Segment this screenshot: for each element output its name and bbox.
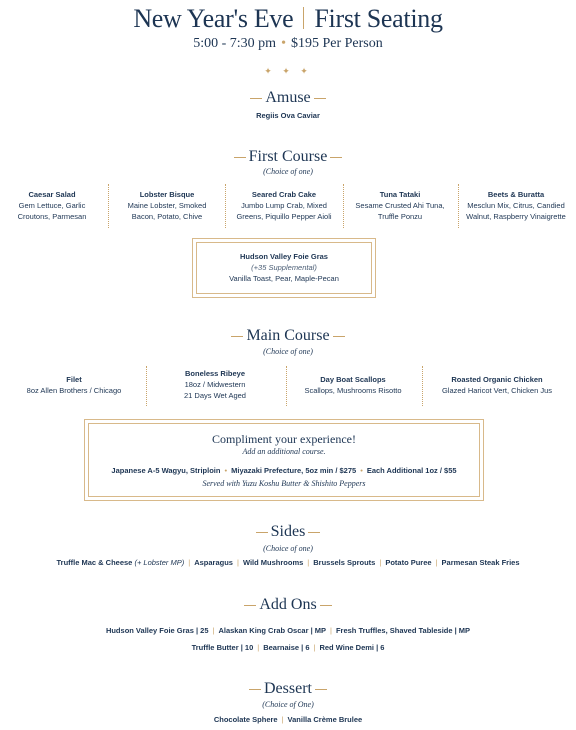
dish-desc: 8oz Allen Brothers / Chicago (26, 386, 122, 395)
wagyu-name: Japanese A-5 Wagyu, Striploin (111, 466, 221, 475)
dessert-item: Vanilla Crème Brulee (287, 715, 363, 724)
section-add-ons-title: Add Ons (0, 596, 576, 614)
side-item: Potato Puree (385, 558, 432, 567)
gold-rule (256, 532, 268, 533)
wagyu-upgrade-box (84, 419, 484, 501)
pipe-separator: | (257, 643, 260, 652)
title-seating: First Seating (314, 4, 443, 33)
pipe-separator: | (281, 715, 284, 724)
dish-name: Caesar Salad (28, 190, 76, 199)
dish-desc: Croutons, Parmesan (17, 212, 87, 221)
title-divider (303, 7, 304, 29)
upgrade-note: Served with Yuzu Koshu Butter & Shishito Peppers (202, 479, 366, 488)
pipe-separator: | (313, 643, 316, 652)
dish-desc: Bacon, Potato, Chive (131, 212, 203, 221)
gold-rule (244, 605, 256, 606)
seating-time: 5:00 - 7:30 pm (193, 36, 277, 51)
pipe-separator: | (330, 626, 332, 635)
gold-rule (320, 605, 332, 606)
add-ons-row (0, 626, 576, 635)
gold-rule (333, 336, 345, 337)
dish-desc: Glazed Haricot Vert, Chicken Jus (441, 386, 553, 395)
gold-rule (314, 98, 326, 99)
pipe-separator: • (360, 466, 363, 475)
gold-rule (231, 336, 243, 337)
gold-rule (249, 689, 261, 690)
add-on-item: Truffle Butter | 10 (191, 643, 254, 652)
main-course-item (146, 368, 284, 401)
dish-name: Lobster Bisque (139, 190, 195, 199)
dish-desc: Jumbo Lump Crab, Mixed (241, 201, 327, 210)
gold-rule (315, 689, 327, 690)
menu-subtitle (0, 36, 576, 52)
upgrade-subtitle: Add an additional course. (242, 447, 326, 456)
foie-gras-feature-box (192, 238, 376, 298)
dish-desc: Gem Lettuce, Garlic (18, 201, 86, 210)
dish-name: Filet (66, 375, 82, 384)
dish-name: Seared Crab Cake (251, 190, 317, 199)
column-divider (108, 184, 109, 228)
section-main-course-title: Main Course (0, 327, 576, 345)
dish-desc: Scallops, Mushrooms Risotto (304, 386, 402, 395)
dish-desc: Greens, Piquillo Pepper Aioli (236, 212, 332, 221)
section-first-course-title: First Course (0, 148, 576, 166)
dish-name: Boneless Ribeye (184, 369, 246, 378)
dish-name: Day Boat Scallops (320, 375, 386, 384)
amuse-item: Regiis Ova Caviar (256, 111, 320, 120)
add-on-item: Hudson Valley Foie Gras | 25 (105, 626, 209, 635)
dish-desc: Walnut, Raspberry Vinaigrette (466, 212, 566, 221)
sides-choice: (Choice of one) (263, 544, 313, 553)
add-on-item: Alaskan King Crab Oscar | MP (218, 626, 327, 635)
add-ons-row (0, 643, 576, 652)
dish-desc: Sesame Crusted Ahi Tuna, (355, 201, 445, 210)
side-item: Brussels Sprouts (313, 558, 376, 567)
upgrade-details (85, 466, 483, 475)
section-dessert-title: Dessert (0, 680, 576, 698)
wagyu-price: Miyazaki Prefecture, 5oz min / $275 (231, 466, 357, 475)
lobster-note: (+ Lobster MP) (134, 558, 185, 567)
main-course-item (0, 374, 148, 396)
dish-desc: 21 Days Wet Aged (184, 391, 246, 400)
gold-rule (250, 98, 262, 99)
dish-desc: Truffle Ponzu (377, 212, 423, 221)
first-course-item (458, 189, 574, 222)
pipe-separator: | (435, 558, 438, 567)
add-on-item: Red Wine Demi | 6 (319, 643, 385, 652)
side-item: Truffle Mac & Cheese (56, 558, 133, 567)
side-item: Wild Mushrooms (242, 558, 304, 567)
ornament-icon: ✦ ✦ ✦ (264, 66, 312, 76)
dish-desc: Maine Lobster, Smoked (127, 201, 207, 210)
pipe-separator: | (307, 558, 310, 567)
dish-desc: 18oz / Midwestern (184, 380, 246, 389)
dish-desc: Vanilla Toast, Pear, Maple-Pecan (229, 274, 339, 283)
sides-list (0, 558, 576, 567)
main-course-item (286, 374, 420, 396)
dish-name: Roasted Organic Chicken (451, 375, 543, 384)
main-course-choice: (Choice of one) (263, 347, 313, 356)
title-event: New Year's Eve (133, 4, 294, 33)
section-amuse-title: Amuse (0, 89, 576, 107)
supplement-note: (+35 Supplemental) (251, 263, 317, 272)
first-course-item (226, 189, 342, 222)
price-per-person: $195 Per Person (290, 36, 383, 51)
bullet-icon: • (281, 36, 286, 51)
pipe-separator: | (212, 626, 215, 635)
add-on-item: Fresh Truffles, Shaved Tableside | MP (335, 626, 471, 635)
add-on-item: Bearnaise | 6 (263, 643, 310, 652)
gold-rule (234, 157, 246, 158)
dish-name: Beets & Buratta (487, 190, 545, 199)
gold-rule (308, 532, 320, 533)
dish-name: Hudson Valley Foie Gras (240, 252, 328, 261)
dessert-item: Chocolate Sphere (213, 715, 278, 724)
pipe-separator: • (224, 466, 228, 475)
pipe-separator: | (379, 558, 382, 567)
wagyu-additional: Each Additional 1oz / $55 (366, 466, 457, 475)
menu-title (0, 4, 576, 34)
dessert-list (0, 715, 576, 724)
pipe-separator: | (236, 558, 239, 567)
dessert-choice: (Choice of One) (262, 700, 314, 709)
first-course-item (111, 189, 223, 222)
main-course-item (422, 374, 572, 396)
gold-rule (330, 157, 342, 158)
first-course-item (344, 189, 456, 222)
first-course-choice: (Choice of one) (263, 167, 313, 176)
dish-name: Tuna Tataki (379, 190, 421, 199)
side-item: Asparagus (194, 558, 233, 567)
section-sides-title: Sides (0, 523, 576, 541)
dish-desc: Mesclun Mix, Citrus, Candied (467, 201, 565, 210)
side-item: Parmesan Steak Fries (441, 558, 520, 567)
upgrade-title: Compliment your experience! (212, 432, 356, 446)
first-course-item (0, 189, 104, 222)
feature-item (193, 251, 375, 284)
pipe-separator: | (188, 558, 191, 567)
